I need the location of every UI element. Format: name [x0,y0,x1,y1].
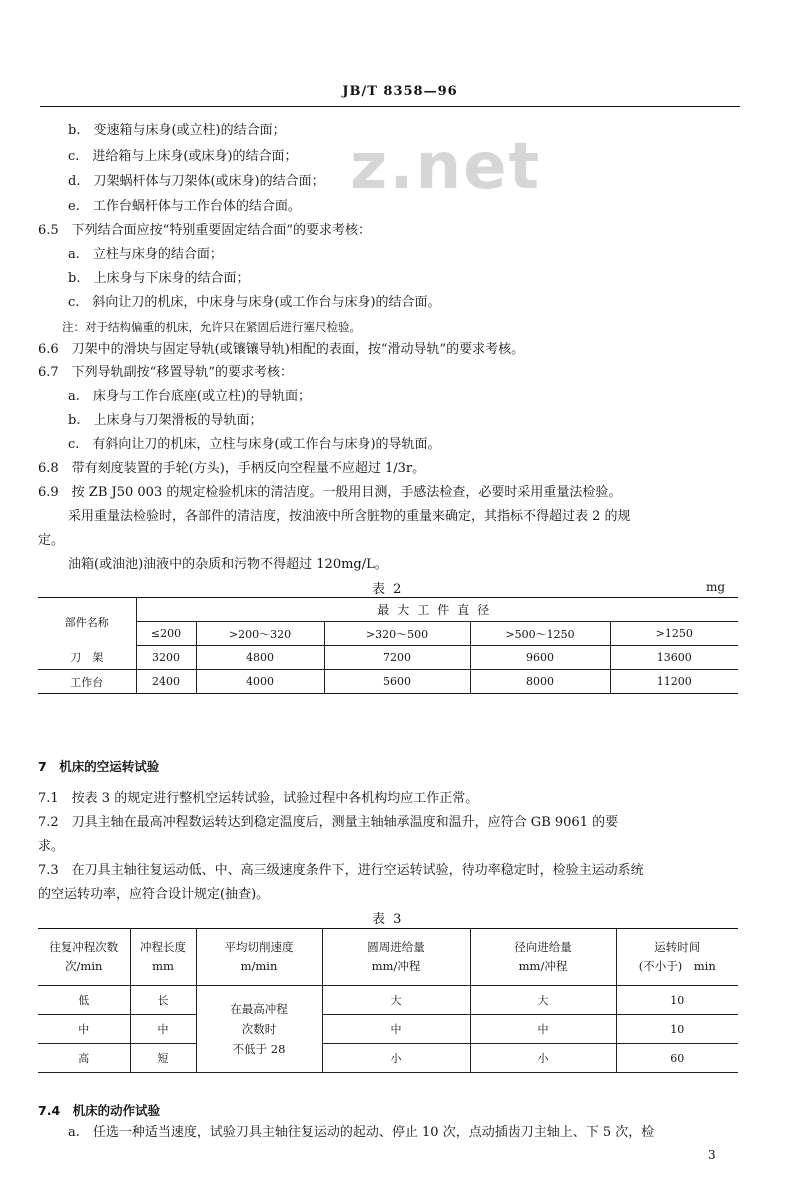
text-line: c. 斜向让刀的机床，中床身与床身(或工作台与床身)的结合面。 [68,295,441,310]
table-2 [38,597,738,694]
table-cell: 11200 [610,670,738,694]
table-2-col-header: >200～320 [196,622,324,646]
text-line: c. 进给箱与上床身(或床身)的结合面； [68,149,298,164]
table-cell: 大 [470,986,616,1015]
table-2-col-header: >1250 [610,622,738,646]
note-line: 注：对于结构偏重的机床，允许只在紧固后进行塞尺检验。 [62,320,361,334]
text-line: 采用重量法检验时，各部件的清洁度，按油液中所含脏物的重量来确定，其指标不得超过表 2 的规 [68,509,631,524]
table-row [38,670,738,694]
table-cell: 中 [470,1015,616,1044]
table-cell: 60 [616,1044,738,1073]
text-line: e. 工作台蜗杆体与工作台体的结合面。 [68,199,301,214]
table-3-col-header: 径向进给量 mm/冲程 [470,929,616,986]
standard-code-header: JB/T 8358—96 [342,84,458,99]
table-cell: 中 [322,1015,470,1044]
table-2-span-header: 最大工件直径 [136,598,738,622]
table-row [38,646,738,670]
row-header: 刀 架 [38,646,136,670]
table-3-col-header: 圆周进给量 mm/冲程 [322,929,470,986]
table-3-caption: 表 3 [372,912,404,927]
text-line: a. 床身与工作台底座(或立柱)的导轨面； [68,389,312,404]
page-number: 3 [708,1148,716,1162]
watermark: z.net [350,130,542,204]
table-row [38,1015,738,1044]
text-line: b. 上床身与刀架滑板的导轨面； [68,413,263,428]
table-3 [38,928,738,1073]
row-header: 工作台 [70,675,104,689]
table-3-col-header: 平均切削速度 m/min [196,929,322,986]
clause-6-5: 6.5 下列结合面应按“特别重要固定结合面”的要求考核： [38,223,371,238]
table-cell: 5600 [324,670,470,694]
table-2-col-header: >320～500 [324,622,470,646]
table-cell: 小 [470,1044,616,1073]
header-rule [40,106,740,107]
table-3-col-header: 往复冲程次数 次/min [38,929,130,986]
text-line: 的空运转功率，应符合设计规定(抽查)。 [38,887,270,902]
table-cell: 中 [38,1015,130,1044]
table-cell: 3200 [136,646,196,670]
table-2-col-header: >500～1250 [470,622,610,646]
table-cell: 10 [616,1015,738,1044]
table-cell: 低 [38,986,130,1015]
text-line: d. 刀架蜗杆体与刀架体(或床身)的结合面； [68,174,325,189]
table-cell: 小 [322,1044,470,1073]
table-cell: 9600 [470,646,610,670]
clause-7-4-title: 7.4 机床的动作试验 [38,1103,161,1118]
merged-speed-cell: 在最高冲程 次数时 不低于 28 [196,986,322,1073]
clause-6-7: 6.7 下列导轨副按“移置导轨”的要求考核： [38,365,293,380]
clause-7-3: 7.3 在刀具主轴往复运动低、中、高三级速度条件下，进行空运转试验，待功率稳定时，检验主运动系统 [38,863,644,878]
table-3-col-header: 冲程长度 mm [130,929,196,986]
table-cell: 8000 [470,670,610,694]
table-cell: 2400 [136,670,196,694]
table-cell: 10 [616,986,738,1015]
table-row [38,1044,738,1073]
table-cell: 4000 [196,670,324,694]
table-cell: 大 [322,986,470,1015]
text-line: c. 有斜向让刀的机床，立柱与床身(或工作台与床身)的导轨面。 [68,437,441,452]
clause-7-1: 7.1 按表 3 的规定进行整机空运转试验，试验过程中各机构均应工作正常。 [38,791,479,806]
table-cell: 13600 [610,646,738,670]
text-line: 油箱(或油池)油液中的杂质和污物不得超过 120mg/L。 [68,557,388,572]
clause-6-9: 6.9 按 ZB J50 003 的规定检验机床的清洁度。一般用目测，手感法检查，必要时采用重量法检验。 [38,485,622,500]
table-3-col-header: 运转时间 (不小于) min [616,929,738,986]
table-cell: 中 [130,1015,196,1044]
table-2-col-header: ≤200 [136,622,196,646]
text-line: 定。 [38,533,65,548]
table-2-corner-header: 部件名称 [64,615,109,629]
table-cell: 短 [130,1044,196,1073]
clause-7-4-a: a. 任选一种适当速度，试验刀具主轴往复运动的起动、停止 10 次，点动插齿刀主轴上、下 5 次，检 [68,1125,655,1140]
text-line: 求。 [38,839,65,854]
table-2-caption: 表 2 [372,582,404,597]
clause-6-8: 6.8 带有刻度装置的手轮(方头)，手柄反向空程量不应超过 1/3r。 [38,461,426,476]
table-row [38,986,738,1015]
section-7-title: 7 机床的空运转试验 [38,759,160,774]
clause-7-2: 7.2 刀具主轴在最高冲程数运转达到稳定温度后，测量主轴轴承温度和温升，应符合 GB 9061 的要 [38,815,619,830]
table-cell: 7200 [324,646,470,670]
table-cell: 4800 [196,646,324,670]
text-line: a. 立柱与床身的结合面； [68,247,223,262]
table-2-unit: mg [706,580,726,594]
clause-6-6: 6.6 刀架中的滑块与固定导轨(或镶镶导轨)相配的表面，按“滑动导轨”的要求考核。 [38,342,525,357]
text-line: b. 上床身与下床身的结合面； [68,271,250,286]
text-line: b. 变速箱与床身(或立柱)的结合面； [68,123,286,138]
table-cell: 长 [130,986,196,1015]
table-cell: 高 [38,1044,130,1073]
